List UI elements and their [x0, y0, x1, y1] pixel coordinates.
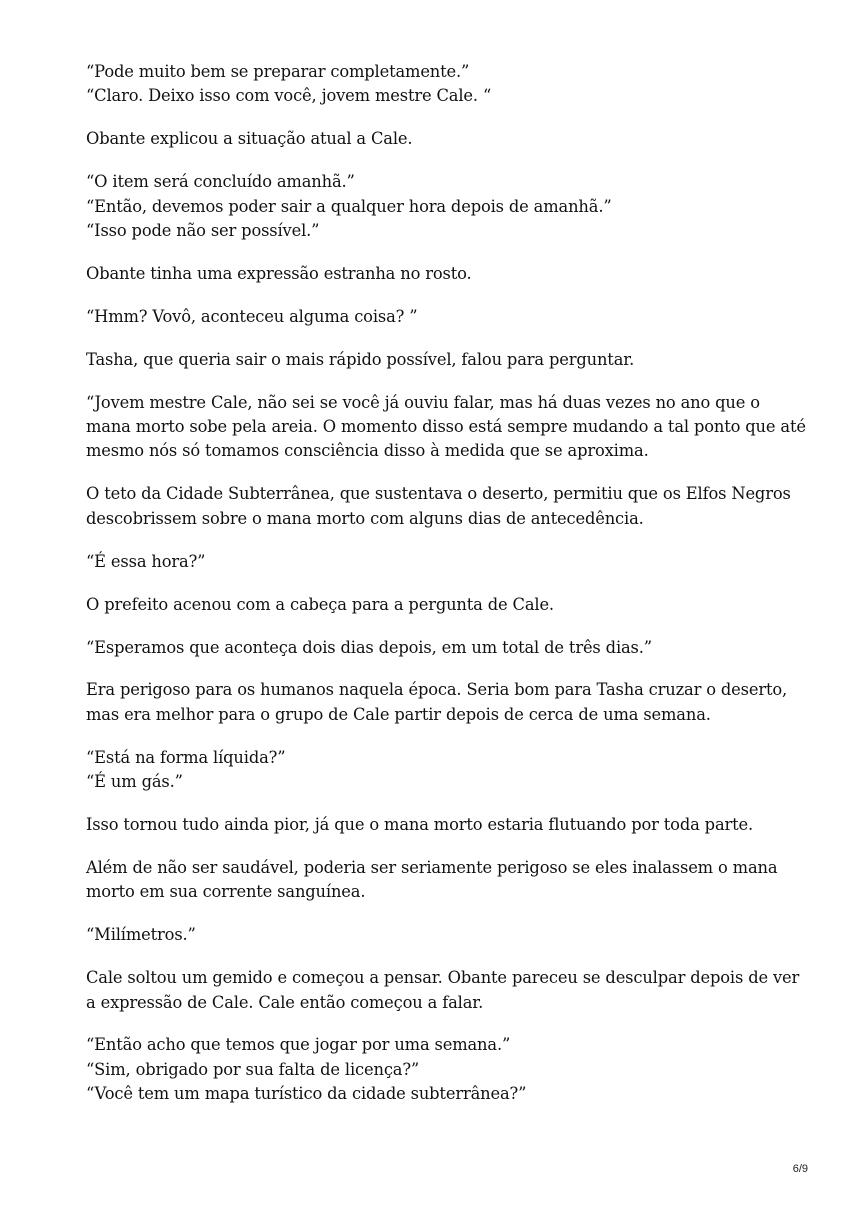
paragraph	[86, 262, 796, 286]
text-line: Era perigoso para os humanos naquela época. Seria bom para Tasha cruzar o deserto,	[86, 680, 788, 700]
paragraph	[86, 678, 796, 727]
text-line: descobrissem sobre o mana morto com alguns dias de antecedência.	[86, 508, 644, 528]
text-line: “Pode muito bem se preparar completamente.”	[86, 62, 470, 81]
text-line: O teto da Cidade Subterrânea, que sustentava o deserto, permitiu que os Elfos Negros	[86, 484, 791, 504]
paragraph	[86, 593, 796, 617]
text-line: “É um gás.”	[86, 772, 183, 792]
paragraph	[86, 127, 796, 151]
paragraph	[86, 966, 800, 1015]
text-line: mas era melhor para o grupo de Cale partir depois de cerca de uma semana.	[86, 704, 711, 724]
text-line: Além de não ser saudável, poderia ser seriamente perigoso se eles inalassem o mana	[86, 857, 778, 877]
paragraph	[86, 170, 796, 243]
paragraph	[86, 923, 796, 947]
text-line: Obante explicou a situação atual a Cale.	[86, 129, 413, 149]
text-line: Tasha, que queria sair o mais rápido possível, falou para perguntar.	[86, 349, 635, 369]
paragraph	[86, 482, 796, 531]
text-line: mana morto sobe pela areia. O momento disso está sempre mudando a tal ponto que até	[86, 417, 806, 437]
text-line: a expressão de Cale. Cale então começou a falar.	[86, 992, 484, 1012]
text-line: “Isso pode não ser possível.”	[86, 221, 320, 241]
text-line: “Claro. Deixo isso com você, jovem mestre Cale. “	[86, 86, 492, 106]
paragraph	[86, 813, 796, 837]
text-line: morto em sua corrente sanguínea.	[86, 882, 366, 902]
paragraph	[86, 550, 796, 574]
text-line: Obante tinha uma expressão estranha no rosto.	[86, 263, 472, 283]
text-line: Cale soltou um gemido e começou a pensar. Obante pareceu se desculpar depois de ver	[86, 968, 800, 988]
paragraph	[86, 636, 796, 660]
text-line: O prefeito acenou com a cabeça para a pergunta de Cale.	[86, 594, 554, 614]
text-line: Isso tornou tudo ainda pior, já que o mana morto estaria flutuando por toda parte.	[86, 815, 754, 835]
text-line: mesmo nós só tomamos consciência disso à medida que se aproxima.	[86, 441, 649, 461]
paragraph	[86, 856, 796, 905]
text-line: “Esperamos que aconteça dois dias depois, em um total de três dias.”	[86, 637, 652, 657]
paragraph	[86, 305, 796, 329]
text-line: “Jovem mestre Cale, não sei se você já ouviu falar, mas há duas vezes no ano que o	[86, 392, 760, 412]
page-number: 6/9	[792, 1163, 808, 1175]
text-line: “Está na forma líquida?”	[86, 747, 286, 767]
text-line: “O item será concluído amanhã.”	[86, 172, 355, 192]
paragraph	[86, 1033, 796, 1106]
text-line: “É essa hora?”	[86, 551, 206, 571]
text-line: “Hmm? Vovô, aconteceu alguma coisa? ”	[86, 306, 418, 326]
paragraph	[86, 746, 796, 795]
paragraph	[86, 391, 806, 464]
text-line: “Você tem um mapa turístico da cidade subterrânea?”	[86, 1084, 527, 1104]
text-line: “Milímetros.”	[86, 925, 196, 945]
document-body	[86, 60, 806, 1107]
paragraph	[86, 348, 796, 372]
paragraph	[86, 60, 796, 109]
text-line: “Então, devemos poder sair a qualquer hora depois de amanhã.”	[86, 196, 612, 216]
text-line: “Sim, obrigado por sua falta de licença?”	[86, 1059, 420, 1079]
text-line: “Então acho que temos que jogar por uma semana.”	[86, 1035, 511, 1055]
